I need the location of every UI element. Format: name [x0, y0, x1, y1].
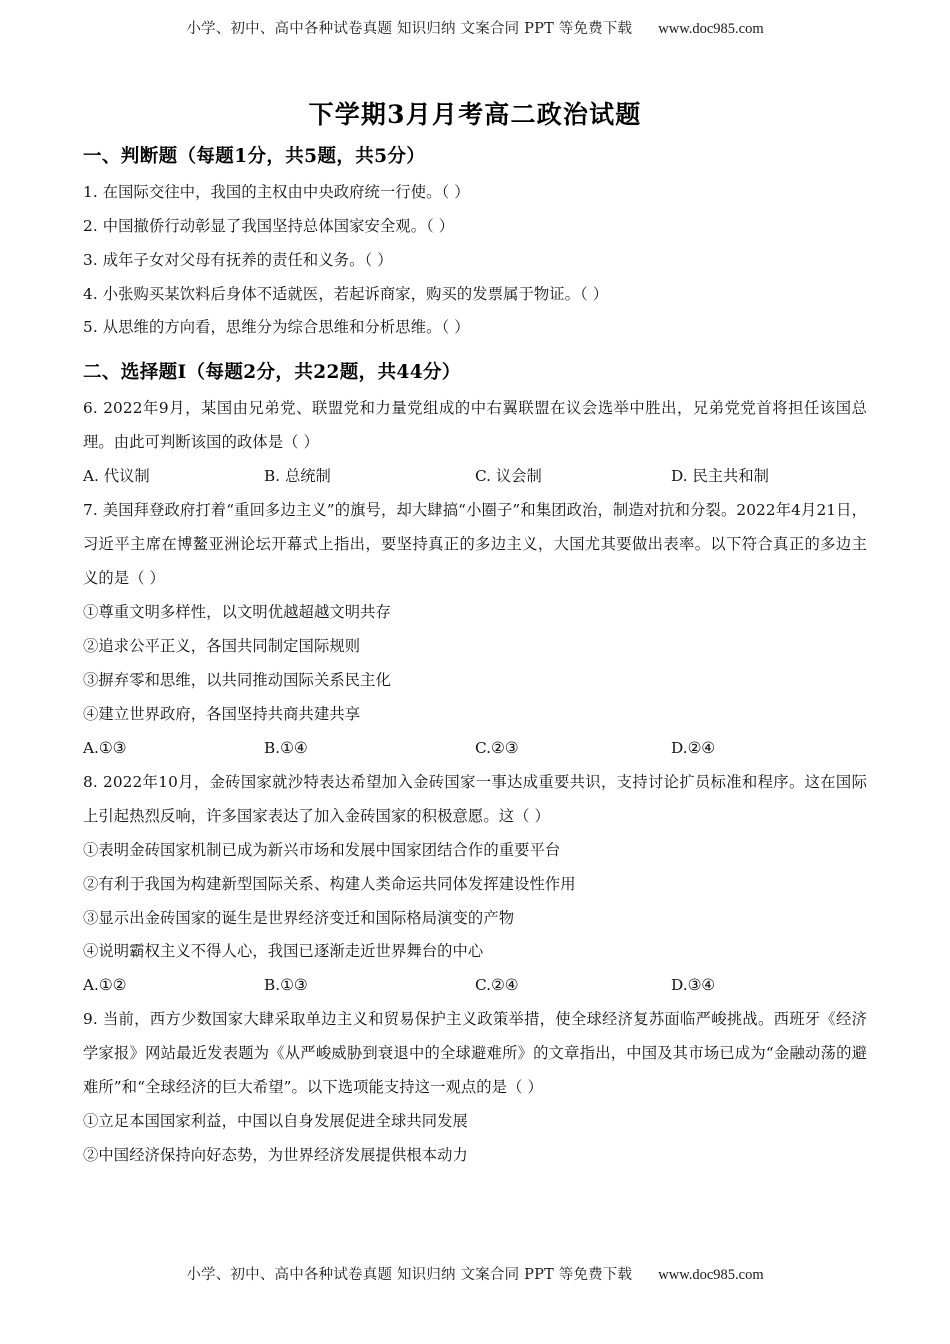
- section-heading-one: 一、判断题（每题1分，共5题，共5分）: [83, 146, 426, 167]
- question-8-option-b[interactable]: B.①③: [264, 976, 308, 995]
- question-7-option-a[interactable]: A.①③: [83, 738, 127, 757]
- question-7-item-3: ③摒弃零和思维，以共同推动国际关系民主化: [83, 670, 391, 689]
- question-7-options: [83, 732, 867, 766]
- question-8-option-d[interactable]: D.③④: [671, 976, 716, 995]
- question-7-item-2: ②追求公平正义，各国共同制定国际规则: [83, 636, 361, 655]
- running-header: [0, 17, 950, 38]
- question-5: 5. 从思维的方向看，思维分为综合思维和分析思维。（ ）: [83, 318, 470, 337]
- question-8-option-a[interactable]: A.①②: [83, 976, 127, 995]
- section-heading-two: 二、选择题Ⅰ（每题2分，共22题，共44分）: [83, 362, 461, 384]
- question-6-options: [83, 460, 867, 494]
- question-6-option-d[interactable]: D. 民主共和制: [671, 467, 769, 486]
- question-7-option-d[interactable]: D.②④: [671, 738, 716, 757]
- question-7-stem: 7. 美国拜登政府打着“重回多边主义”的旗号，却大肆搞“小圈子”和集团政治，制造对抗和分裂。2022年4月21日，习近平主席在博鳌亚洲论坛开幕式上指出，要坚持真正的多边主义，大国尤其要做出表率。以下符合真正的多边主义的是（ ）: [83, 501, 867, 587]
- question-6-option-c[interactable]: C. 议会制: [475, 467, 542, 486]
- running-footer-text: 小学、初中、高中各种试卷真题 知识归纳 文案合同 PPT 等免费下载: [186, 1267, 633, 1283]
- question-8-option-c[interactable]: C.②④: [475, 976, 519, 995]
- question-8-stem: 8. 2022年10月，金砖国家就沙特表达希望加入金砖国家一事达成重要共识，支持讨论扩员标准和程序。这在国际上引起热烈反响，许多国家表达了加入金砖国家的积极意愿。这（ ）: [83, 772, 867, 825]
- running-footer: [0, 1263, 950, 1284]
- running-footer-url: www.doc985.com: [658, 1267, 764, 1283]
- question-2: 2. 中国撤侨行动彰显了我国坚持总体国家安全观。（ ）: [83, 216, 455, 235]
- running-header-text: 小学、初中、高中各种试卷真题 知识归纳 文案合同 PPT 等免费下载: [186, 21, 633, 37]
- question-8-item-4: ④说明霸权主义不得人心，我国已逐渐走近世界舞台的中心: [83, 942, 484, 961]
- running-header-url: www.doc985.com: [658, 21, 764, 37]
- page-title: 下学期3月月考高二政治试题: [308, 100, 642, 129]
- question-6-option-a[interactable]: A. 代议制: [83, 467, 150, 486]
- question-1: 1. 在国际交往中，我国的主权由中央政府统一行使。（ ）: [83, 182, 470, 201]
- question-8-options: [83, 969, 867, 1003]
- question-7-option-c[interactable]: C.②③: [475, 738, 519, 757]
- question-3: 3. 成年子女对父母有抚养的责任和义务。（ ）: [83, 250, 393, 269]
- question-9-item-2: ②中国经济保持向好态势，为世界经济发展提供根本动力: [83, 1146, 468, 1165]
- question-9-item-1: ①立足本国国家利益，中国以自身发展促进全球共同发展: [83, 1112, 468, 1131]
- question-4: 4. 小张购买某饮料后身体不适就医，若起诉商家，购买的发票属于物证。（ ）: [83, 284, 609, 303]
- question-6-stem: 6. 2022年9月，某国由兄弟党、联盟党和力量党组成的中右翼联盟在议会选举中胜出，兄弟党党首将担任该国总理。由此可判断该国的政体是（ ）: [83, 399, 867, 452]
- question-6-option-b[interactable]: B. 总统制: [264, 467, 331, 486]
- exam-body: [83, 143, 867, 1173]
- question-9-stem: 9. 当前，西方少数国家大肆采取单边主义和贸易保护主义政策举措，使全球经济复苏面临严峻挑战。西班牙《经济学家报》网站最近发表题为《从严峻威胁到衰退中的全球避难所》的文章指出，中国及其市场已成为“金融动荡的避难所”和“全球经济的巨大希望”。以下选项能支持这一观点的是（ ）: [83, 1010, 867, 1097]
- question-8-item-1: ①表明金砖国家机制已成为新兴市场和发展中国家团结合作的重要平台: [83, 840, 561, 859]
- question-8-item-2: ②有利于我国为构建新型国际关系、构建人类命运共同体发挥建设性作用: [83, 874, 576, 893]
- question-8-item-3: ③显示出金砖国家的诞生是世界经济变迁和国际格局演变的产物: [83, 908, 515, 927]
- question-7-item-1: ①尊重文明多样性，以文明优越超越文明共存: [83, 602, 391, 621]
- question-7-option-b[interactable]: B.①④: [264, 738, 308, 757]
- question-7-item-4: ④建立世界政府，各国坚持共商共建共享: [83, 704, 361, 723]
